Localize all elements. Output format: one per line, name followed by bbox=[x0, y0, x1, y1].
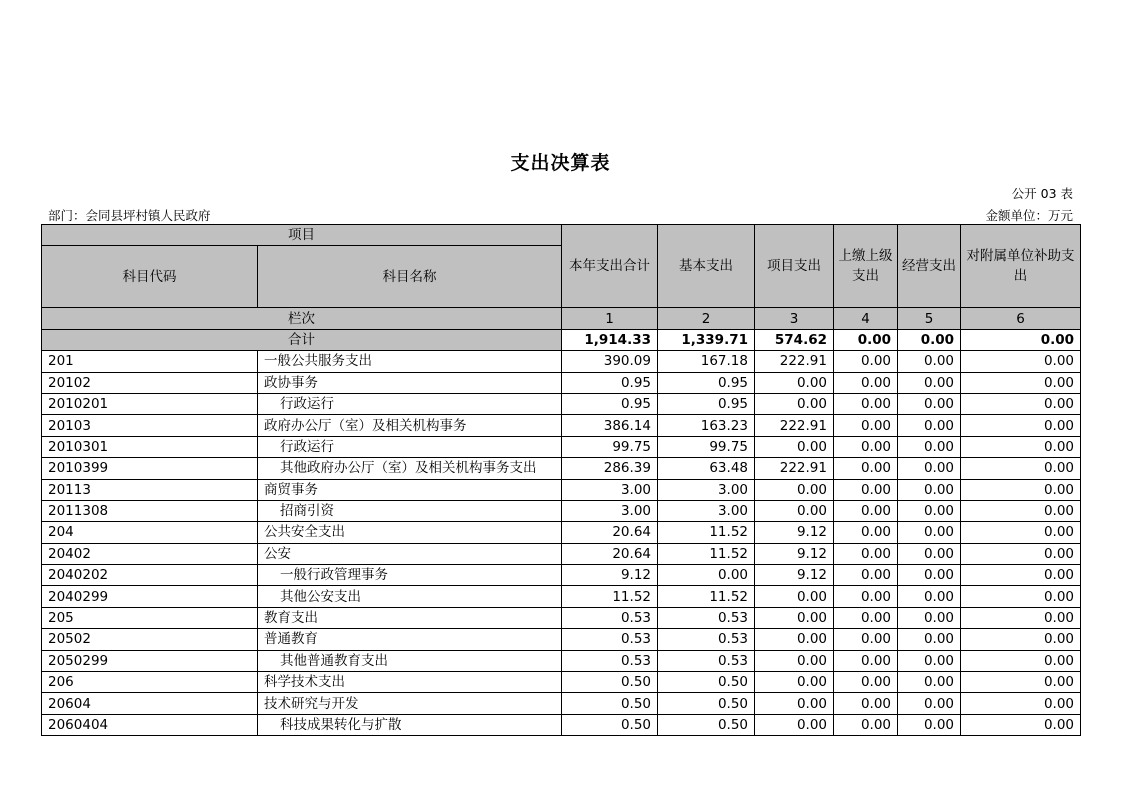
subject-name: 公共安全支出 bbox=[258, 522, 562, 543]
amount-cell: 0.00 bbox=[755, 479, 834, 500]
amount-cell: 9.12 bbox=[755, 522, 834, 543]
amount-cell: 0.00 bbox=[898, 458, 961, 479]
amount-cell: 3.00 bbox=[658, 500, 755, 521]
subject-name: 其他政府办公厅（室）及相关机构事务支出 bbox=[258, 458, 562, 479]
header-code: 科目代码 bbox=[42, 246, 258, 308]
subject-name: 行政运行 bbox=[258, 393, 562, 414]
lanci-num: 2 bbox=[658, 308, 755, 329]
subject-name: 教育支出 bbox=[258, 607, 562, 628]
header-subsidy: 对附属单位补助支出 bbox=[961, 225, 1081, 308]
lanci-row bbox=[42, 308, 1081, 329]
subject-code: 2010201 bbox=[42, 393, 258, 414]
total-value: 0.00 bbox=[898, 329, 961, 350]
header-business: 经营支出 bbox=[898, 225, 961, 308]
amount-cell: 0.00 bbox=[834, 436, 898, 457]
amount-cell: 0.00 bbox=[755, 693, 834, 714]
lanci-num: 4 bbox=[834, 308, 898, 329]
amount-cell: 0.00 bbox=[898, 586, 961, 607]
subject-name: 政协事务 bbox=[258, 372, 562, 393]
amount-cell: 0.50 bbox=[658, 672, 755, 693]
amount-cell: 0.00 bbox=[898, 351, 961, 372]
amount-cell: 0.00 bbox=[658, 565, 755, 586]
amount-cell: 0.00 bbox=[961, 372, 1081, 393]
subject-code: 2040299 bbox=[42, 586, 258, 607]
subject-name: 普通教育 bbox=[258, 629, 562, 650]
total-row bbox=[42, 329, 1081, 350]
amount-cell: 167.18 bbox=[658, 351, 755, 372]
subject-code: 2050299 bbox=[42, 650, 258, 671]
form-number: 公开 03 表 bbox=[1011, 186, 1073, 201]
amount-cell: 0.00 bbox=[834, 372, 898, 393]
subject-code: 2010399 bbox=[42, 458, 258, 479]
amount-cell: 0.00 bbox=[898, 479, 961, 500]
subject-name: 一般公共服务支出 bbox=[258, 351, 562, 372]
header-basic: 基本支出 bbox=[658, 225, 755, 308]
amount-cell: 0.50 bbox=[658, 714, 755, 735]
subject-code: 2011308 bbox=[42, 500, 258, 521]
amount-cell: 0.00 bbox=[755, 714, 834, 735]
amount-cell: 163.23 bbox=[658, 415, 755, 436]
subject-name: 科技成果转化与扩散 bbox=[258, 714, 562, 735]
total-value: 0.00 bbox=[834, 329, 898, 350]
amount-cell: 0.00 bbox=[898, 543, 961, 564]
amount-cell: 20.64 bbox=[562, 543, 658, 564]
amount-cell: 0.00 bbox=[834, 458, 898, 479]
amount-cell: 9.12 bbox=[755, 543, 834, 564]
amount-cell: 0.53 bbox=[562, 607, 658, 628]
amount-cell: 0.95 bbox=[658, 372, 755, 393]
subject-code: 201 bbox=[42, 351, 258, 372]
subject-code: 204 bbox=[42, 522, 258, 543]
amount-cell: 9.12 bbox=[755, 565, 834, 586]
table-row bbox=[42, 650, 1081, 671]
amount-cell: 20.64 bbox=[562, 522, 658, 543]
amount-cell: 0.00 bbox=[755, 436, 834, 457]
table-row bbox=[42, 372, 1081, 393]
amount-cell: 0.00 bbox=[898, 393, 961, 414]
amount-cell: 3.00 bbox=[562, 479, 658, 500]
amount-cell: 0.00 bbox=[834, 714, 898, 735]
amount-cell: 3.00 bbox=[562, 500, 658, 521]
amount-cell: 0.50 bbox=[562, 693, 658, 714]
subject-name: 其他公安支出 bbox=[258, 586, 562, 607]
subject-name: 商贸事务 bbox=[258, 479, 562, 500]
header-total: 本年支出合计 bbox=[562, 225, 658, 308]
subject-code: 20502 bbox=[42, 629, 258, 650]
lanci-label: 栏次 bbox=[42, 308, 562, 329]
amount-cell: 0.00 bbox=[898, 436, 961, 457]
subject-code: 2040202 bbox=[42, 565, 258, 586]
subject-name: 其他普通教育支出 bbox=[258, 650, 562, 671]
amount-cell: 0.00 bbox=[755, 629, 834, 650]
amount-cell: 0.00 bbox=[755, 650, 834, 671]
amount-cell: 9.12 bbox=[562, 565, 658, 586]
amount-cell: 0.53 bbox=[562, 629, 658, 650]
total-value: 1,339.71 bbox=[658, 329, 755, 350]
table-row bbox=[42, 629, 1081, 650]
amount-cell: 0.00 bbox=[961, 522, 1081, 543]
table-row bbox=[42, 522, 1081, 543]
lanci-num: 6 bbox=[961, 308, 1081, 329]
table-row bbox=[42, 672, 1081, 693]
amount-cell: 0.00 bbox=[834, 479, 898, 500]
amount-cell: 222.91 bbox=[755, 458, 834, 479]
amount-cell: 0.00 bbox=[898, 650, 961, 671]
amount-cell: 0.00 bbox=[898, 629, 961, 650]
subject-name: 行政运行 bbox=[258, 436, 562, 457]
table-row bbox=[42, 393, 1081, 414]
amount-cell: 0.00 bbox=[961, 351, 1081, 372]
total-value: 1,914.33 bbox=[562, 329, 658, 350]
amount-cell: 0.00 bbox=[834, 672, 898, 693]
amount-cell: 0.00 bbox=[834, 650, 898, 671]
amount-cell: 3.00 bbox=[658, 479, 755, 500]
table-row bbox=[42, 415, 1081, 436]
page-title: 支出决算表 bbox=[510, 152, 611, 174]
amount-cell: 0.00 bbox=[834, 351, 898, 372]
amount-cell: 0.95 bbox=[562, 372, 658, 393]
amount-cell: 99.75 bbox=[562, 436, 658, 457]
total-label: 合计 bbox=[42, 329, 562, 350]
table-row bbox=[42, 458, 1081, 479]
subject-name: 招商引资 bbox=[258, 500, 562, 521]
header-project: 项目支出 bbox=[755, 225, 834, 308]
subject-name: 科学技术支出 bbox=[258, 672, 562, 693]
subject-code: 2060404 bbox=[42, 714, 258, 735]
table-row bbox=[42, 693, 1081, 714]
amount-cell: 0.00 bbox=[898, 500, 961, 521]
amount-unit-label: 金额单位：万元 bbox=[985, 208, 1073, 223]
amount-cell: 0.00 bbox=[961, 629, 1081, 650]
table-row bbox=[42, 607, 1081, 628]
lanci-num: 5 bbox=[898, 308, 961, 329]
amount-cell: 0.00 bbox=[755, 672, 834, 693]
header-upper: 上缴上级支出 bbox=[834, 225, 898, 308]
amount-cell: 11.52 bbox=[658, 522, 755, 543]
subject-name: 政府办公厅（室）及相关机构事务 bbox=[258, 415, 562, 436]
subject-name: 技术研究与开发 bbox=[258, 693, 562, 714]
amount-cell: 0.00 bbox=[834, 607, 898, 628]
lanci-num: 3 bbox=[755, 308, 834, 329]
subject-code: 20113 bbox=[42, 479, 258, 500]
subject-code: 20102 bbox=[42, 372, 258, 393]
amount-cell: 0.00 bbox=[898, 522, 961, 543]
amount-cell: 222.91 bbox=[755, 351, 834, 372]
amount-cell: 0.00 bbox=[961, 565, 1081, 586]
amount-cell: 0.00 bbox=[898, 714, 961, 735]
amount-cell: 0.00 bbox=[834, 629, 898, 650]
amount-cell: 386.14 bbox=[562, 415, 658, 436]
amount-cell: 0.00 bbox=[961, 543, 1081, 564]
amount-cell: 63.48 bbox=[658, 458, 755, 479]
amount-cell: 0.00 bbox=[755, 500, 834, 521]
amount-cell: 11.52 bbox=[658, 543, 755, 564]
table-row bbox=[42, 479, 1081, 500]
amount-cell: 0.50 bbox=[658, 693, 755, 714]
amount-cell: 0.00 bbox=[898, 607, 961, 628]
amount-cell: 0.53 bbox=[658, 629, 755, 650]
table-row bbox=[42, 543, 1081, 564]
lanci-num: 1 bbox=[562, 308, 658, 329]
header-row-1 bbox=[42, 225, 1081, 246]
amount-cell: 0.00 bbox=[755, 586, 834, 607]
amount-cell: 0.00 bbox=[961, 693, 1081, 714]
amount-cell: 0.00 bbox=[755, 393, 834, 414]
amount-cell: 0.00 bbox=[834, 693, 898, 714]
subject-code: 20402 bbox=[42, 543, 258, 564]
amount-cell: 0.00 bbox=[898, 565, 961, 586]
amount-cell: 0.53 bbox=[658, 607, 755, 628]
amount-cell: 0.00 bbox=[961, 458, 1081, 479]
amount-cell: 0.00 bbox=[834, 565, 898, 586]
amount-cell: 0.00 bbox=[834, 543, 898, 564]
subject-name: 一般行政管理事务 bbox=[258, 565, 562, 586]
amount-cell: 0.00 bbox=[961, 393, 1081, 414]
subject-code: 20103 bbox=[42, 415, 258, 436]
expenditure-table bbox=[41, 224, 1081, 736]
amount-cell: 0.00 bbox=[961, 714, 1081, 735]
amount-cell: 0.00 bbox=[961, 672, 1081, 693]
amount-cell: 0.00 bbox=[961, 650, 1081, 671]
amount-cell: 11.52 bbox=[658, 586, 755, 607]
amount-cell: 0.00 bbox=[898, 415, 961, 436]
total-value: 0.00 bbox=[961, 329, 1081, 350]
amount-cell: 0.00 bbox=[961, 436, 1081, 457]
amount-cell: 0.95 bbox=[562, 393, 658, 414]
amount-cell: 0.00 bbox=[961, 479, 1081, 500]
table-row bbox=[42, 436, 1081, 457]
amount-cell: 0.00 bbox=[834, 522, 898, 543]
amount-cell: 0.95 bbox=[658, 393, 755, 414]
department-label: 部门：会同县坪村镇人民政府 bbox=[48, 208, 211, 223]
amount-cell: 0.00 bbox=[834, 393, 898, 414]
amount-cell: 222.91 bbox=[755, 415, 834, 436]
amount-cell: 0.00 bbox=[898, 372, 961, 393]
table-row bbox=[42, 500, 1081, 521]
amount-cell: 0.50 bbox=[562, 714, 658, 735]
table-row bbox=[42, 565, 1081, 586]
amount-cell: 0.00 bbox=[755, 372, 834, 393]
amount-cell: 0.00 bbox=[961, 500, 1081, 521]
amount-cell: 0.00 bbox=[834, 500, 898, 521]
amount-cell: 0.50 bbox=[562, 672, 658, 693]
amount-cell: 0.00 bbox=[834, 415, 898, 436]
table-row bbox=[42, 586, 1081, 607]
amount-cell: 0.53 bbox=[658, 650, 755, 671]
amount-cell: 390.09 bbox=[562, 351, 658, 372]
header-name: 科目名称 bbox=[258, 246, 562, 308]
subject-code: 206 bbox=[42, 672, 258, 693]
amount-cell: 0.00 bbox=[898, 693, 961, 714]
header-item: 项目 bbox=[42, 225, 562, 246]
subject-code: 2010301 bbox=[42, 436, 258, 457]
amount-cell: 99.75 bbox=[658, 436, 755, 457]
table-row bbox=[42, 351, 1081, 372]
amount-cell: 286.39 bbox=[562, 458, 658, 479]
amount-cell: 0.00 bbox=[898, 672, 961, 693]
amount-cell: 0.00 bbox=[961, 607, 1081, 628]
amount-cell: 0.00 bbox=[834, 586, 898, 607]
table-row bbox=[42, 714, 1081, 735]
amount-cell: 0.00 bbox=[755, 607, 834, 628]
subject-code: 20604 bbox=[42, 693, 258, 714]
total-value: 574.62 bbox=[755, 329, 834, 350]
amount-cell: 11.52 bbox=[562, 586, 658, 607]
amount-cell: 0.53 bbox=[562, 650, 658, 671]
amount-cell: 0.00 bbox=[961, 415, 1081, 436]
amount-cell: 0.00 bbox=[961, 586, 1081, 607]
subject-name: 公安 bbox=[258, 543, 562, 564]
subject-code: 205 bbox=[42, 607, 258, 628]
